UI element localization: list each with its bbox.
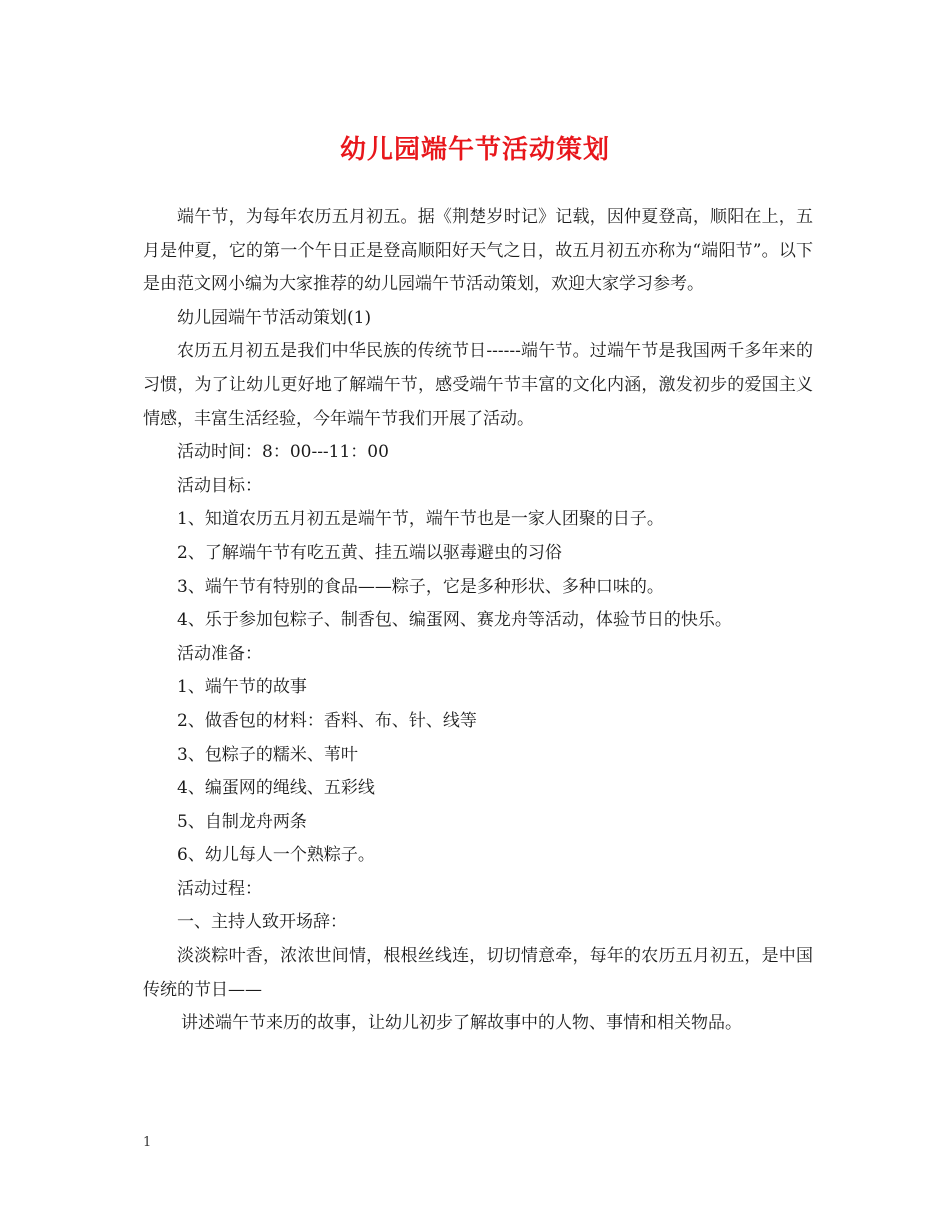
intro-paragraph: 端午节，为每年农历五月初五。据《荆楚岁时记》记载，因仲夏登高，顺阳在上，五月是仲夏，它的第一个午日正是登高顺阳好天气之日，故五月初五亦称为“端阳节”。以下是由范文网小编为大家推荐的幼儿园端午节活动策划，欢迎大家学习参考。 xyxy=(143,207,813,295)
preparation-item: 4、编蛋网的绳线、五彩线 xyxy=(177,778,375,799)
section-heading: 幼儿园端午节活动策划(1) xyxy=(177,307,372,328)
page-number: 1 xyxy=(143,1135,152,1150)
goals-heading: 活动目标： xyxy=(177,475,262,496)
preparation-item: 1、端午节的故事 xyxy=(177,677,307,698)
preparation-item: 5、自制龙舟两条 xyxy=(177,811,307,832)
preparation-item: 3、包粽子的糯米、苇叶 xyxy=(177,744,358,765)
goal-item: 1、知道农历五月初五是端午节，端午节也是一家人团聚的日子。 xyxy=(177,509,664,530)
goal-item: 3、端午节有特别的食品——粽子，它是多种形状、多种口味的。 xyxy=(177,576,664,597)
activity-time: 活动时间：8：00---11：00 xyxy=(177,442,389,463)
document-body xyxy=(143,201,813,1041)
background-paragraph: 农历五月初五是我们中华民族的传统节日------端午节。过端午节是我国两千多年来的习惯，为了让幼儿更好地了解端午节，感受端午节丰富的文化内涵，激发初步的爱国主义情感，丰富生活经验，今年端午节我们开展了活动。 xyxy=(143,341,813,429)
story-paragraph: 讲述端午节来历的故事，让幼儿初步了解故事中的人物、事情和相关物品。 xyxy=(181,1013,742,1034)
process-step-heading: 一、主持人致开场辞： xyxy=(177,912,347,933)
opening-speech: 淡淡粽叶香，浓浓世间情，根根丝线连，切切情意牵，每年的农历五月初五，是中国传统的节日—— xyxy=(143,946,813,1000)
goal-item: 4、乐于参加包粽子、制香包、编蛋网、赛龙舟等活动，体验节日的快乐。 xyxy=(177,610,732,631)
process-heading: 活动过程： xyxy=(177,878,262,899)
preparation-item: 6、幼儿每人一个熟粽子。 xyxy=(177,845,375,866)
preparation-heading: 活动准备： xyxy=(177,643,262,664)
preparation-item: 2、做香包的材料：香料、布、针、线等 xyxy=(177,710,477,731)
document-title: 幼儿园端午节活动策划 xyxy=(339,135,610,165)
goal-item: 2、了解端午节有吃五黄、挂五端以驱毒避虫的习俗 xyxy=(177,542,562,563)
